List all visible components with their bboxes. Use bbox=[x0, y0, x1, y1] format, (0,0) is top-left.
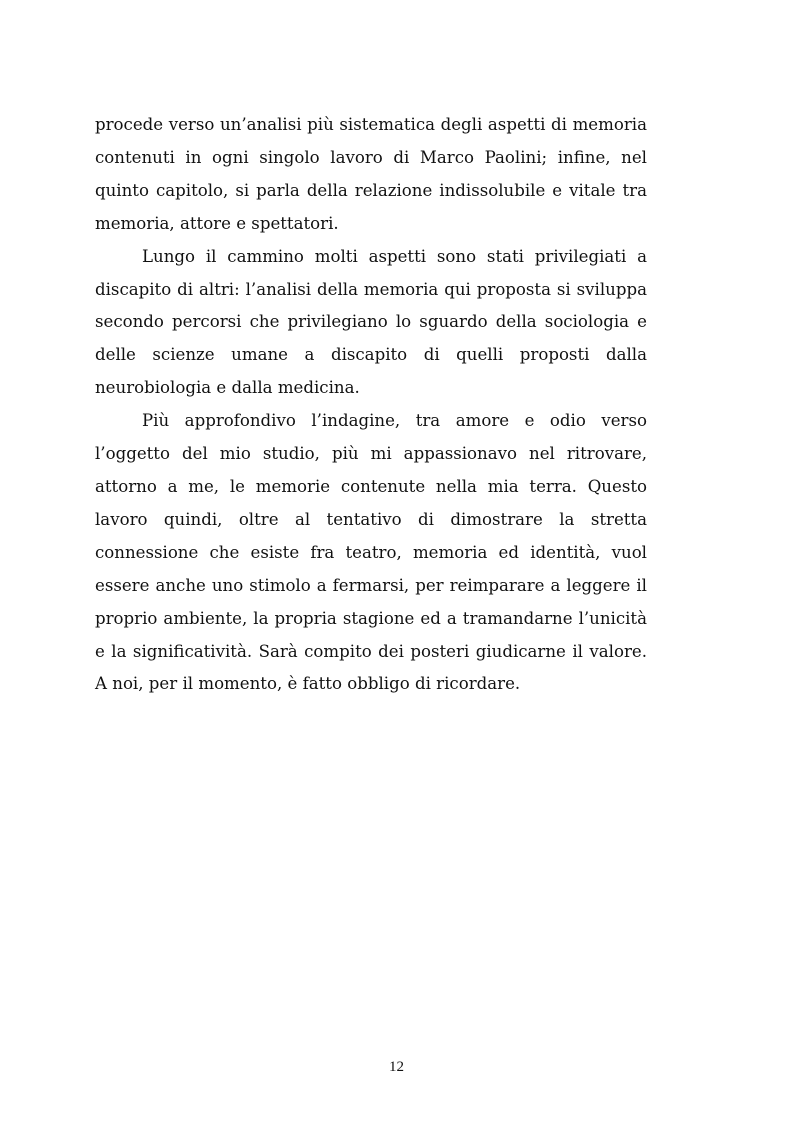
body-text bbox=[95, 109, 647, 701]
paragraph-continuation: procede verso un’analisi più sistematica degli aspetti di memoria contenuti in ogni singolo lavoro di Marco Paolini; infine, nel quinto capitolo, si parla della relazione indissolubile e vitale tra memoria, attore e spettatori. bbox=[95, 115, 647, 233]
paragraph-path: Lungo il cammino molti aspetti sono stati privilegiati a discapito di altri: l’analisi della memoria qui proposta si sviluppa secondo percorsi che privilegiano lo sguardo della sociologia e delle scienze umane a discapito di quelli proposti dalla neurobiologia e dalla medicina. bbox=[95, 246, 647, 398]
page-number: 12 bbox=[389, 1059, 404, 1075]
paragraph-conclusion: Più approfondivo l’indagine, tra amore e odio verso l’oggetto del mio studio, più mi appassionavo nel ritrovare, attorno a me, le memorie contenute nella mia terra. Questo lavoro quindi, oltre al tentativo di dimostrare la stretta connessione che esiste fra teatro, memoria ed identità, vuol essere anche uno stimolo a fermarsi, per reimparare a leggere il proprio ambiente, la propria stagione ed a tramandarne l’unicità e la significatività. Sarà compito dei posteri giudicarne il valore. A noi, per il momento, è fatto obbligo di ricordare. bbox=[95, 411, 647, 694]
